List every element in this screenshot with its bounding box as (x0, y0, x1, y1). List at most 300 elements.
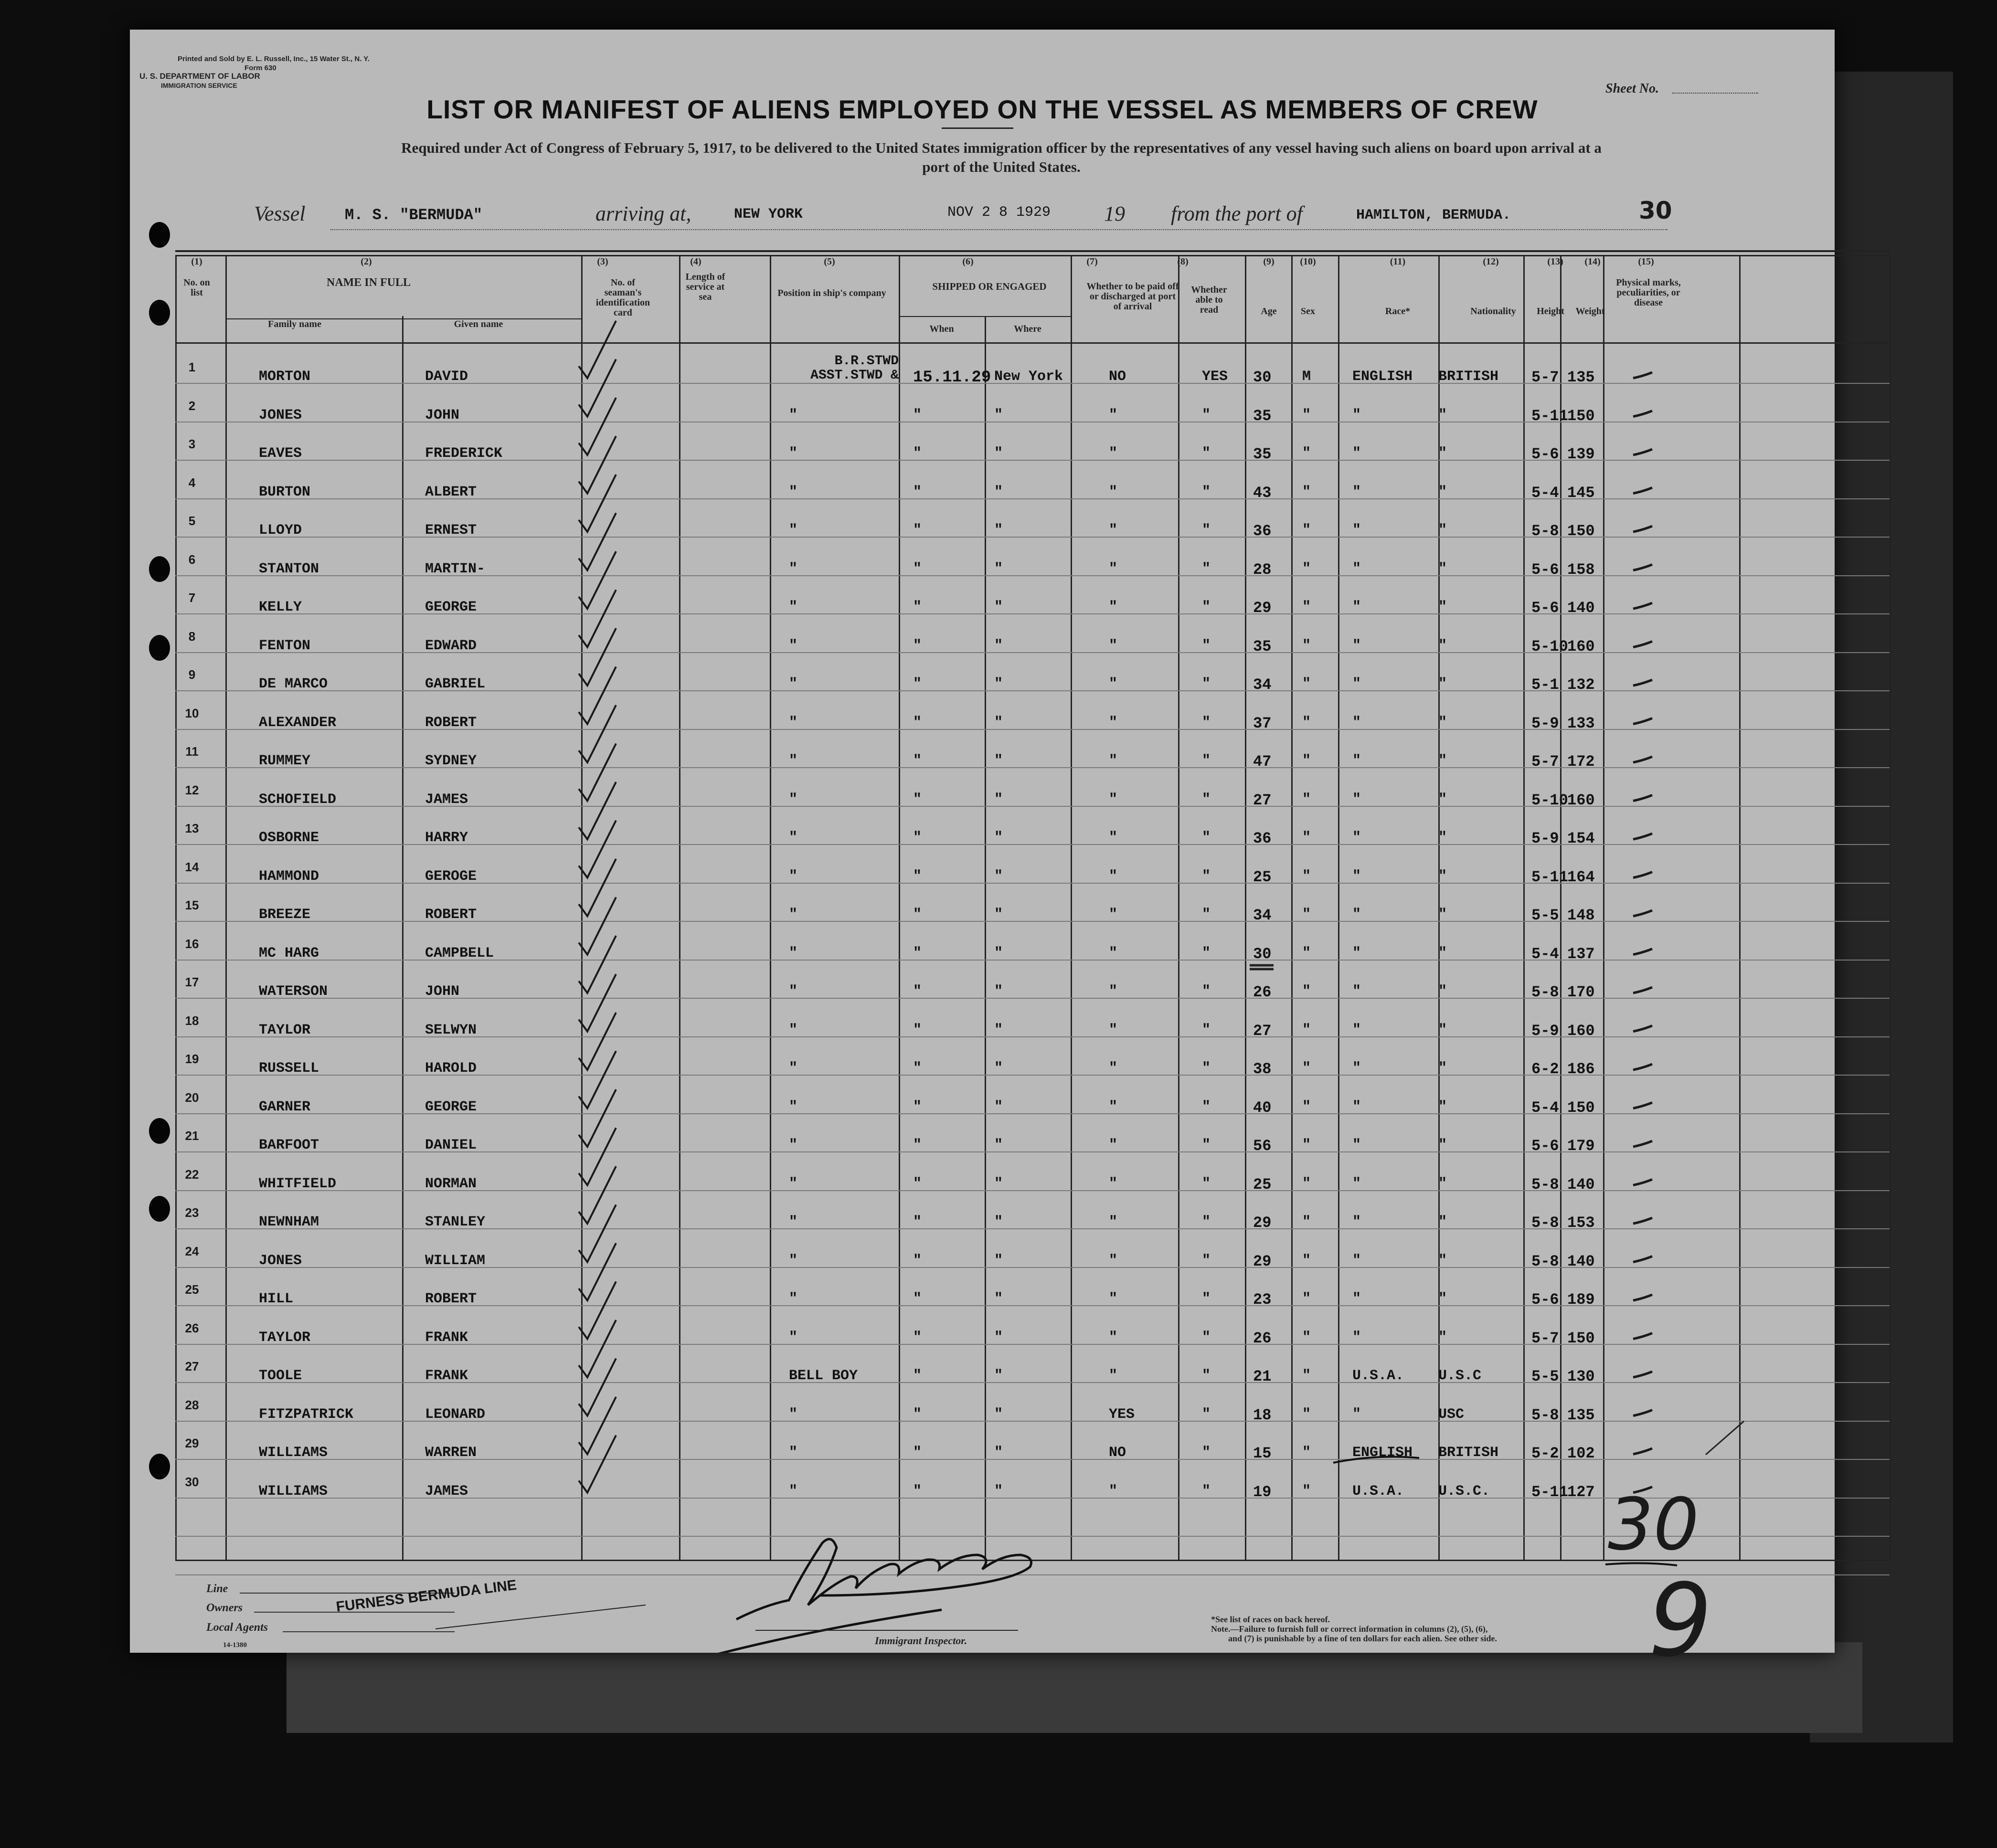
row-number: 4 (188, 475, 196, 490)
nationality-cell: " (1438, 791, 1447, 808)
position-cell: " (789, 1098, 798, 1115)
able-read-cell: " (1202, 1252, 1211, 1269)
family-name-cell: MORTON (259, 369, 311, 385)
shipped-where-cell: " (994, 1060, 1003, 1077)
weight-cell: 164 (1567, 868, 1595, 886)
weight-cell: 154 (1567, 830, 1595, 847)
nationality-cell: " (1438, 676, 1447, 692)
shipped-when-cell: " (913, 522, 922, 539)
sex-cell: " (1302, 1175, 1311, 1192)
sex-cell: " (1302, 484, 1311, 500)
row-number: 6 (188, 552, 196, 567)
age-cell: 25 (1253, 868, 1272, 886)
header-length-service: Length of service at sea (685, 272, 725, 302)
given-name-cell: NORMAN (425, 1175, 477, 1192)
race-cell: " (1352, 791, 1361, 808)
col-num-5: (5) (824, 256, 835, 267)
family-name-cell: RUMMEY (259, 753, 311, 769)
dash-mark (1633, 603, 1652, 609)
position-cell: " (789, 1483, 798, 1500)
shipped-where-cell: " (994, 1252, 1003, 1269)
nationality-cell: " (1438, 907, 1447, 923)
binder-hole (149, 1454, 170, 1479)
paid-off-cell: " (1109, 1214, 1118, 1230)
shipped-where-cell: " (994, 1445, 1003, 1461)
age-cell: 26 (1253, 983, 1272, 1001)
agents-stamp-line (436, 1605, 646, 1629)
owners-label: Owners (206, 1602, 243, 1614)
able-read-cell: " (1202, 676, 1211, 692)
position-cell: " (789, 445, 798, 462)
paid-off-cell: " (1109, 907, 1118, 923)
paid-off-cell: " (1109, 599, 1118, 615)
age-cell: 35 (1253, 407, 1272, 425)
col-num-7: (7) (1086, 256, 1098, 267)
family-name-cell: TAYLOR (259, 1329, 311, 1346)
paid-off-cell: " (1109, 868, 1118, 885)
arriving-label: arriving at, (595, 202, 691, 225)
sex-cell: " (1302, 868, 1311, 885)
paid-off-cell: NO (1109, 1445, 1126, 1461)
age-cell: 21 (1253, 1368, 1272, 1385)
row-number: 7 (188, 591, 196, 605)
able-read-cell: " (1202, 1483, 1211, 1500)
paid-off-cell: " (1109, 484, 1118, 500)
col-num-9: (9) (1263, 256, 1275, 267)
race-cell: " (1352, 907, 1361, 923)
position-cell: " (789, 791, 798, 808)
weight-cell: 132 (1567, 676, 1595, 694)
age-cell: 40 (1253, 1098, 1272, 1117)
sex-cell: " (1302, 791, 1311, 808)
row-number: 27 (185, 1359, 199, 1373)
height-cell: 5-8 (1531, 983, 1559, 1001)
page-title: LIST OR MANIFEST OF ALIENS EMPLOYED ON THE VESSEL AS MEMBERS OF CREW (426, 95, 1538, 124)
dash-mark (1633, 834, 1652, 839)
able-read-cell: " (1202, 1291, 1211, 1307)
weight-cell: 135 (1567, 369, 1595, 386)
age-cell: 36 (1253, 522, 1272, 540)
given-name-cell: JOHN (425, 407, 460, 423)
row-number: 24 (185, 1244, 199, 1258)
weight-cell: 145 (1567, 484, 1595, 502)
binder-hole (149, 556, 170, 582)
col-num-11: (11) (1390, 256, 1406, 267)
dash-mark (1633, 642, 1652, 647)
nationality-cell: " (1438, 1060, 1447, 1077)
able-read-cell: " (1202, 1175, 1211, 1192)
height-cell: 5-6 (1531, 445, 1559, 463)
row-number: 18 (185, 1013, 199, 1028)
height-cell: 5-1 (1531, 676, 1559, 694)
race-cell: " (1352, 484, 1361, 500)
dash-mark (1633, 1218, 1652, 1224)
paid-off-cell: " (1109, 1368, 1118, 1384)
shipped-when-cell: " (913, 484, 922, 500)
row-number: 21 (185, 1129, 199, 1143)
height-cell: 5-8 (1531, 1214, 1559, 1232)
able-read-cell: " (1202, 1098, 1211, 1115)
sex-cell: " (1302, 945, 1311, 961)
paid-off-cell: " (1109, 1483, 1118, 1500)
sex-cell: " (1302, 830, 1311, 846)
given-name-cell: STANLEY (425, 1214, 486, 1230)
shipped-when-cell: " (913, 1175, 922, 1192)
column-divider (1890, 256, 1891, 1560)
dash-mark (1633, 987, 1652, 993)
shipped-when-cell: " (913, 983, 922, 1000)
shipped-where-cell: " (994, 1022, 1003, 1038)
age-cell: 29 (1253, 1214, 1272, 1232)
height-cell: 5-4 (1531, 945, 1559, 963)
given-name-cell: ERNEST (425, 522, 477, 539)
inspector-line (755, 1630, 1018, 1631)
race-cell: " (1352, 1252, 1361, 1269)
shipped-where-cell: " (994, 983, 1003, 1000)
shipped-where-cell: " (994, 599, 1003, 615)
paid-off-cell: " (1109, 676, 1118, 692)
shipped-where-cell: " (994, 522, 1003, 539)
weight-cell: 150 (1567, 407, 1595, 425)
position-cell: B.R.STWD ASST.STWD & (810, 354, 899, 383)
height-cell: 5-4 (1531, 484, 1559, 502)
given-name-cell: WILLIAM (425, 1252, 486, 1269)
height-cell: 5-6 (1531, 1137, 1559, 1155)
shipped-when-cell: " (913, 714, 922, 731)
local-agents-label: Local Agents (206, 1621, 268, 1634)
height-cell: 5-9 (1531, 1022, 1559, 1040)
position-cell: " (789, 522, 798, 539)
dash-mark (1633, 449, 1652, 455)
given-name-cell: GABRIEL (425, 676, 486, 692)
race-cell: " (1352, 1329, 1361, 1346)
given-name-cell: GEROGE (425, 868, 477, 885)
given-name-cell: GEORGE (425, 1098, 477, 1115)
weight-cell: 160 (1567, 791, 1595, 809)
row-number: 10 (185, 706, 199, 720)
position-cell: " (789, 599, 798, 615)
header-paid-off: Whether to be paid off or discharged at port of arrival (1086, 281, 1179, 312)
paid-off-cell: " (1109, 522, 1118, 539)
position-cell: " (789, 484, 798, 500)
shipped-where-cell: " (994, 753, 1003, 769)
vessel-label: Vessel (254, 202, 306, 225)
shipped-when-cell: " (913, 753, 922, 769)
shipped-where-cell: " (994, 1291, 1003, 1307)
shipped-when-cell: " (913, 945, 922, 961)
height-cell: 5-6 (1531, 560, 1559, 579)
binder-hole (149, 222, 170, 248)
height-cell: 5-11 (1531, 407, 1568, 425)
row-number: 9 (188, 667, 196, 682)
dash-mark (1633, 526, 1652, 532)
given-name-cell: DANIEL (425, 1137, 477, 1153)
local-agents-field (283, 1631, 455, 1632)
shipped-when-cell: " (913, 830, 922, 846)
row-number: 26 (185, 1320, 199, 1335)
able-read-cell: " (1202, 1060, 1211, 1077)
position-cell: " (789, 714, 798, 731)
shipped-when-cell: " (913, 560, 922, 577)
manifest-sheet (130, 30, 1835, 1679)
height-cell: 5-6 (1531, 599, 1559, 617)
weight-cell: 130 (1567, 1368, 1595, 1385)
able-read-cell: " (1202, 1329, 1211, 1346)
position-cell: " (789, 945, 798, 961)
race-cell: " (1352, 753, 1361, 769)
form-code: 14-1380 (223, 1641, 247, 1649)
col-num-2: (2) (361, 256, 372, 267)
paid-off-cell: YES (1109, 1406, 1135, 1423)
age-cell: 15 (1253, 1445, 1272, 1462)
row-number: 22 (185, 1167, 199, 1182)
arriving-port: NEW YORK (734, 206, 803, 222)
shipped-where-cell: " (994, 907, 1003, 923)
row-number: 28 (185, 1397, 199, 1412)
sex-cell: " (1302, 1137, 1311, 1153)
paid-off-cell: " (1109, 983, 1118, 1000)
able-read-cell: " (1202, 1214, 1211, 1230)
able-read-cell: " (1202, 637, 1211, 654)
col-num-1: (1) (191, 256, 202, 267)
position-cell: " (789, 1175, 798, 1192)
position-cell: BELL BOY (789, 1368, 858, 1384)
position-cell: " (789, 407, 798, 423)
race-cell: " (1352, 1214, 1361, 1230)
dash-mark (1633, 757, 1652, 762)
sex-cell: " (1302, 1291, 1311, 1307)
weight-cell: 160 (1567, 637, 1595, 655)
weight-cell: 153 (1567, 1214, 1595, 1232)
weight-cell: 140 (1567, 1252, 1595, 1270)
row-number: 12 (185, 782, 199, 797)
able-read-cell: " (1202, 560, 1211, 577)
race-cell: " (1352, 714, 1361, 731)
from-port-label: from the port of (1171, 202, 1303, 225)
family-name-cell: WHITFIELD (259, 1175, 337, 1192)
dash-mark (1633, 1257, 1652, 1262)
race-cell: ENGLISH (1352, 369, 1413, 385)
shipped-where-cell: " (994, 445, 1003, 462)
header-family-name: Family name (268, 319, 321, 329)
given-name-cell: ROBERT (425, 907, 477, 923)
shipped-where-cell: New York (994, 369, 1063, 385)
weight-cell: 133 (1567, 714, 1595, 732)
family-name-cell: DE MARCO (259, 676, 328, 692)
binder-hole (149, 635, 170, 661)
height-cell: 5-5 (1531, 907, 1559, 924)
family-name-cell: HAMMOND (259, 868, 319, 885)
header-no-on-list: No. on list (183, 277, 210, 298)
form-number: Form 630 (244, 64, 276, 72)
height-cell: 5-7 (1531, 753, 1559, 771)
shipped-when-cell: 15.11.29 (913, 369, 991, 387)
age-cell: 18 (1253, 1406, 1272, 1424)
shipped-when-cell: " (913, 1291, 922, 1307)
dash-mark (1633, 1295, 1652, 1300)
given-name-cell: EDWARD (425, 637, 477, 654)
family-name-cell: BURTON (259, 484, 311, 500)
position-cell: " (789, 753, 798, 769)
nationality-cell: " (1438, 830, 1447, 846)
nationality-cell: " (1438, 560, 1447, 577)
height-cell: 5-5 (1531, 1368, 1559, 1385)
paid-off-cell: " (1109, 1291, 1118, 1307)
shipped-where-cell: " (994, 676, 1003, 692)
weight-cell: 150 (1567, 1098, 1595, 1117)
sex-cell: " (1302, 599, 1311, 615)
shipped-where-cell: " (994, 1098, 1003, 1115)
shipped-when-cell: " (913, 1445, 922, 1461)
shipped-where-cell: " (994, 830, 1003, 846)
able-read-cell: " (1202, 945, 1211, 961)
sex-cell: " (1302, 1329, 1311, 1346)
col-num-12: (12) (1483, 256, 1499, 267)
family-name-cell: MC HARG (259, 945, 319, 961)
nationality-cell: " (1438, 1022, 1447, 1038)
nationality-cell: " (1438, 1252, 1447, 1269)
sex-cell: " (1302, 1406, 1311, 1423)
family-name-cell: HILL (259, 1291, 294, 1307)
shipped-when-cell: " (913, 1329, 922, 1346)
family-name-cell: WATERSON (259, 983, 328, 1000)
weight-cell: 137 (1567, 945, 1595, 963)
shipped-when-cell: " (913, 637, 922, 654)
handwritten-sheet-number: 9 (1648, 1562, 1712, 1679)
binder-hole (149, 1118, 170, 1144)
sex-cell: " (1302, 1483, 1311, 1500)
paid-off-cell: " (1109, 945, 1118, 961)
height-cell: 5-7 (1531, 369, 1559, 386)
sex-cell: " (1302, 907, 1311, 923)
paid-off-cell: " (1109, 1098, 1118, 1115)
dash-mark (1633, 411, 1652, 417)
dash-mark (1633, 1026, 1652, 1032)
family-name-cell: FITZPATRICK (259, 1406, 354, 1423)
sex-cell: " (1302, 1368, 1311, 1384)
given-name-cell: HAROLD (425, 1060, 477, 1077)
age-cell: 36 (1253, 830, 1272, 847)
paid-off-cell: " (1109, 830, 1118, 846)
id-card-checkmarks (579, 321, 616, 1493)
able-read-cell: YES (1202, 369, 1228, 385)
able-read-cell: " (1202, 1137, 1211, 1153)
age-cell: 56 (1253, 1137, 1272, 1155)
weight-cell: 189 (1567, 1291, 1595, 1309)
family-name-cell: FENTON (259, 637, 311, 654)
weight-cell: 170 (1567, 983, 1595, 1001)
given-name-cell: SELWYN (425, 1022, 477, 1038)
sex-cell: " (1302, 637, 1311, 654)
able-read-cell: " (1202, 407, 1211, 423)
age-overwrite-mark (1250, 965, 1274, 969)
position-cell: " (789, 1406, 798, 1423)
dash-mark (1633, 1410, 1652, 1416)
sex-cell: " (1302, 714, 1311, 731)
weight-cell: 150 (1567, 1329, 1595, 1347)
dash-mark (1633, 1103, 1652, 1109)
able-read-cell: " (1202, 907, 1211, 923)
able-read-cell: " (1202, 1022, 1211, 1038)
weight-cell: 102 (1567, 1445, 1595, 1462)
nationality-cell: " (1438, 1098, 1447, 1115)
weight-cell: 158 (1567, 560, 1595, 579)
able-read-cell: " (1202, 1406, 1211, 1423)
able-read-cell: " (1202, 522, 1211, 539)
paid-off-cell: " (1109, 445, 1118, 462)
height-cell: 5-4 (1531, 1098, 1559, 1117)
nationality-cell: " (1438, 637, 1447, 654)
dash-mark (1633, 488, 1652, 494)
row-number: 25 (185, 1282, 199, 1297)
row-number: 3 (188, 437, 196, 451)
age-cell: 30 (1253, 945, 1272, 963)
header-when: When (929, 324, 954, 334)
given-name-cell: DAVID (425, 369, 468, 385)
subtitle-line-2: port of the United States. (922, 158, 1081, 175)
sex-cell: " (1302, 983, 1311, 1000)
header-age: Age (1261, 306, 1277, 317)
weight-cell: 140 (1567, 599, 1595, 617)
row-number: 13 (185, 821, 199, 835)
penalty-note-2: and (7) is punishable by a fine of ten dollars for each alien. See other side. (1228, 1634, 1497, 1643)
nationality-cell: " (1438, 983, 1447, 1000)
shipped-when-cell: " (913, 868, 922, 885)
service-label: IMMIGRATION SERVICE (161, 82, 237, 89)
given-name-cell: JAMES (425, 791, 468, 808)
family-name-cell: BARFOOT (259, 1137, 319, 1153)
sex-cell: " (1302, 1098, 1311, 1115)
shipped-when-cell: " (913, 1060, 922, 1077)
binder-hole (149, 300, 170, 326)
height-cell: 5-2 (1531, 1445, 1559, 1462)
family-name-cell: JONES (259, 1252, 302, 1269)
family-name-cell: TOOLE (259, 1368, 302, 1384)
given-name-cell: HARRY (425, 830, 468, 846)
shipped-when-cell: " (913, 791, 922, 808)
age-cell: 30 (1253, 369, 1272, 386)
family-name-cell: JONES (259, 407, 302, 423)
col-num-3: (3) (597, 256, 608, 267)
position-cell: " (789, 637, 798, 654)
position-cell: " (789, 1329, 798, 1346)
header-race: Race* (1385, 306, 1411, 317)
shipped-when-cell: " (913, 1406, 922, 1423)
handwritten-marks (130, 30, 1835, 1653)
nationality-cell: " (1438, 1137, 1447, 1153)
race-cell: " (1352, 599, 1361, 615)
header-sex: Sex (1301, 306, 1315, 317)
given-name-cell: ALBERT (425, 484, 477, 500)
age-cell: 29 (1253, 1252, 1272, 1270)
shipped-when-cell: " (913, 1483, 922, 1500)
race-cell: U.S.A. (1352, 1368, 1404, 1384)
inspector-signature (607, 1539, 1031, 1653)
nationality-cell: " (1438, 753, 1447, 769)
age-cell: 28 (1253, 560, 1272, 579)
paid-off-cell: " (1109, 1137, 1118, 1153)
dash-mark (1633, 1372, 1652, 1377)
able-read-cell: " (1202, 1368, 1211, 1384)
from-port: HAMILTON, BERMUDA. (1356, 207, 1511, 223)
dash-mark (1633, 949, 1652, 955)
paid-off-cell: " (1109, 1022, 1118, 1038)
weight-cell: 186 (1567, 1060, 1595, 1078)
shipped-when-cell: " (913, 1098, 922, 1115)
header-shipped: SHIPPED OR ENGAGED (932, 281, 1047, 292)
paid-off-cell: " (1109, 407, 1118, 423)
age-cell: 29 (1253, 599, 1272, 617)
